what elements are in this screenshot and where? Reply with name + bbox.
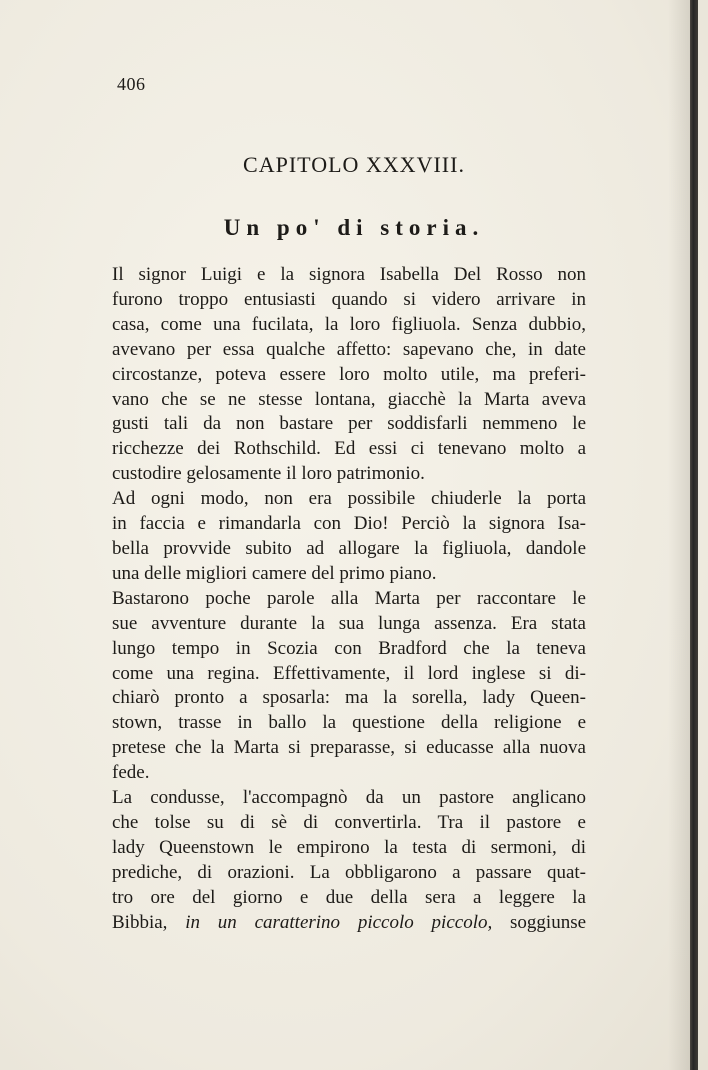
text-line: fede. — [112, 762, 150, 784]
text-line: casa, come una fucilata, la loro figliuola. Senza dubbio, — [112, 313, 586, 335]
text-line: Il signor Luigi e la signora Isabella Del Rosso non — [112, 264, 586, 285]
text-line: bella provvide subito ad allogare la figliuola, dandole — [112, 537, 586, 559]
body-text — [110, 263, 586, 935]
paragraph — [110, 786, 586, 935]
text-line: furono troppo entusiasti quando si videro arrivare in — [112, 288, 586, 310]
text-line: La condusse, l'accompagnò da un pastore anglicano — [112, 787, 586, 809]
text-line: stown, trasse in ballo la questione della religione e — [112, 712, 586, 734]
paragraph — [110, 587, 586, 786]
text-line: circostanze, poteva essere loro molto utile, ma preferi- — [112, 363, 586, 385]
text-line: sue avventure durante la sua lunga assenza. Era stata — [112, 612, 586, 634]
text-fragment: Bibbia, — [112, 911, 168, 933]
text-line: che tolse su di sè di convertirla. Tra il pastore e — [112, 811, 586, 833]
text-line: Ad ogni modo, non era possibile chiuderle la porta — [112, 488, 586, 510]
paragraph — [110, 263, 586, 487]
text-line: tro ore del giorno e due della sera a leggere la — [112, 886, 586, 908]
text-line: vano che se ne stesse lontana, giacchè la Marta aveva — [112, 388, 586, 410]
text-line: custodire gelosamente il loro patrimonio. — [112, 463, 425, 485]
text-line: come una regina. Effettivamente, il lord inglese si di- — [112, 662, 586, 684]
chapter-heading: CAPITOLO XXXVIII. — [243, 152, 465, 177]
text-line: una delle migliori camere del primo piano. — [112, 562, 437, 584]
text-line: prediche, di orazioni. La obbligarono a passare quat- — [112, 861, 586, 883]
paragraph — [110, 487, 586, 587]
text-line: lady Queenstown le empirono la testa di sermoni, di — [112, 836, 586, 858]
text-line: ricchezze dei Rothschild. Ed essi ci tenevano molto a — [112, 438, 586, 460]
text-line: gusti tali da non bastare per soddisfarli nemmeno le — [112, 413, 586, 435]
text-line: avevano per essa qualche affetto: sapevano che, in date — [112, 338, 586, 360]
text-line: lungo tempo in Scozia con Bradford che la teneva — [112, 637, 586, 659]
page-number: 406 — [117, 74, 146, 94]
text-line: Bastarono poche parole alla Marta per raccontare le — [112, 587, 586, 609]
text-line: chiarò pronto a sposarla: ma la sorella, lady Queen- — [112, 687, 586, 709]
text-line: in faccia e rimandarla con Dio! Perciò la signora Isa- — [112, 513, 586, 535]
text-line: pretese che la Marta si preparasse, si educasse alla nuova — [112, 737, 586, 759]
italic-text: in un caratterino piccolo piccolo, — [185, 911, 493, 933]
text-fragment: soggiunse — [510, 911, 587, 933]
text-line — [110, 911, 586, 936]
chapter-title: Un po' di storia. — [223, 215, 485, 240]
